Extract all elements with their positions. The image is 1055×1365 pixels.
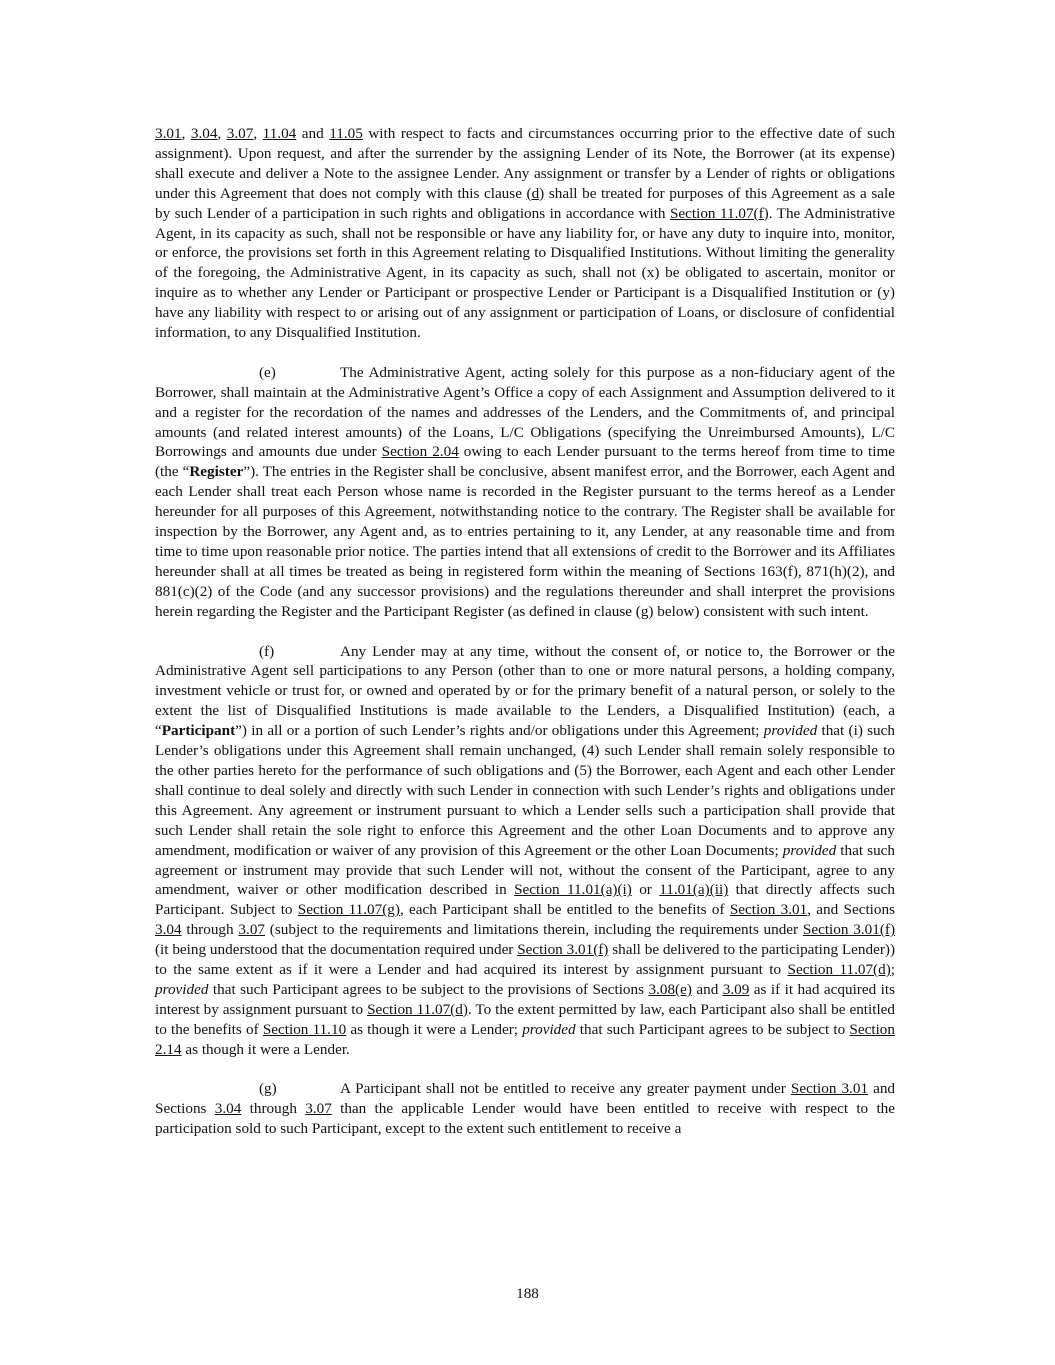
section-reference: Section 11.07(d) (787, 961, 891, 979)
section-reference: Section 11.10 (262, 1020, 347, 1038)
text-run: that such Participant agrees to be subject to the provisions of Sections (208, 980, 649, 998)
section-reference: 3.07 (238, 921, 265, 939)
section-reference: Section 11.07(d) (367, 1000, 468, 1018)
text-run: as though it were a Lender; (346, 1020, 523, 1038)
section-reference: Section 2.04 (381, 443, 459, 461)
text-run: ; (890, 961, 895, 979)
text-run: that such Participant agrees to be subject to (575, 1020, 850, 1038)
italic-term: provided (782, 841, 837, 859)
text-run: with respect to facts and circumstances occurring prior to the effective date of such assignment). Upon request, and after the surrender by the assigning Lender of its Note, the Borrower (at its expense) shall execute and deliver a Note to the assignee Lender. Any assignment or transfer by a Lender of rights or obligations under this Agreement that does not comply with this clause (155, 125, 896, 202)
document-body (155, 124, 895, 1139)
italic-term: provided (155, 980, 209, 998)
text-run: , (217, 125, 227, 142)
section-reference: 3.07 (305, 1100, 332, 1118)
paragraph-d-continuation (155, 124, 895, 343)
text-run: and (691, 980, 723, 998)
paragraph-e (155, 363, 895, 622)
text-run: A Participant shall not be entitled to receive any greater payment under (340, 1080, 791, 1098)
italic-term: provided (522, 1020, 576, 1038)
text-run: or (631, 881, 660, 899)
section-reference: Section 11.01(a)(i) (514, 881, 632, 899)
section-reference: Section 3.01(f) (517, 941, 609, 959)
text-run: . To the extent permitted by law, each Participant also shall be entitled to the benefits of (155, 1000, 896, 1038)
text-run: , (181, 125, 191, 142)
clause-label: (g) (259, 1080, 277, 1098)
text-run: that such agreement or instrument may provide that such Lender will not, without the consent of the Participant, agree to any amendment, waiver or other modification described in (155, 841, 895, 899)
section-reference: 3.09 (722, 980, 750, 998)
section-reference: (d) (526, 184, 545, 202)
page-number: 188 (516, 1285, 539, 1302)
clause-label: (e) (259, 363, 276, 381)
section-reference: 3.04 (190, 125, 218, 142)
text-run: shall be treated for purposes of this Agreement as a sale by such Lender of a participation in such rights and obligations in accordance with (155, 184, 896, 222)
text-run: and (296, 125, 330, 142)
section-reference: Section 11.07(g) (297, 901, 400, 919)
defined-term: Register (189, 463, 244, 481)
text-run: ”). The entries in the Register shall be conclusive, absent manifest error, and the Borrower, each Agent and each Lender shall treat each Person whose name is recorded in the Register pursuant to the terms hereof as a Lender hereunder for all purposes of this Agreement, notwithstanding notice to the contrary. The Register shall be available for inspection by the Borrower, any Agent and, as to entries pertaining to it, any Lender, at any reasonable time and from time to time upon reasonable prior notice. The parties intend that all extensions of credit to the Borrower and its Affiliates hereunder shall at all times be treated as being in registered form within the meaning of Sections 163(f), 871(h)(2), and 881(c)(2) of the Code (and any successor provisions) and the regulations thereunder and shall interpret the provisions herein regarding the Register and the Participant Register (as defined in clause (g) below) consistent with such intent. (155, 463, 895, 620)
clause-label: (f) (259, 642, 275, 660)
section-reference: 11.04 (262, 125, 297, 142)
text-run: than the applicable Lender would have been entitled to receive with respect to the participation sold to such Participant, except to the extent such entitlement to receive a (155, 1100, 896, 1138)
text-run: and Sections (155, 1080, 896, 1118)
section-reference: Section 2.14 (155, 1020, 895, 1058)
text-run: that directly affects such Participant. Subject to (155, 881, 895, 919)
text-run: The Administrative Agent, acting solely for this purpose as a non-fiduciary agent of the Borrower, shall maintain at the Administrative Agent’s Office a copy of each Assignment and Assumption delivered to it and a register for the recordation of the names and addresses of the Lenders, and the Commitments of, and principal amounts (and related interest amounts) of the Loans, L/C Obligations (specifying the Unreimbursed Amounts), L/C Borrowings and amounts due under (155, 363, 895, 461)
text-run: Any Lender may at any time, without the consent of, or notice to, the Borrower or the Administrative Agent sell participations to any Person (other than to one or more natural persons, a holding company, investment vehicle or trust for, or owned and operated by or for the primary benefit of a natural person, or solely to the extent the list of Disqualified Institutions is made available to the Lenders, a Disqualified Institution) (each, a “ (155, 642, 895, 740)
text-run: owing to each Lender pursuant to the terms hereof from time to time (the “ (155, 443, 895, 481)
text-run: as if it had acquired its interest by assignment pursuant to (155, 980, 895, 1018)
paragraph-f (155, 642, 895, 1060)
text-run: through (181, 921, 239, 939)
section-reference: Section 3.01 (790, 1080, 869, 1098)
text-run: through (241, 1100, 306, 1118)
text-run: (subject to the requirements and limitations therein, including the requirements under (265, 921, 803, 939)
section-reference: 3.04 (155, 921, 182, 939)
text-run: (it being understood that the documentation required under (155, 941, 518, 959)
text-run: , (253, 125, 263, 142)
section-reference: 3.04 (214, 1100, 242, 1118)
section-reference: Section 3.01 (729, 901, 808, 919)
italic-term: provided (763, 722, 818, 740)
text-run: ”) in all or a portion of such Lender’s rights and/or obligations under this Agreement; (235, 722, 764, 740)
section-reference: 3.01 (155, 125, 182, 142)
section-reference: 3.08(e) (648, 980, 692, 998)
paragraph-g (155, 1079, 895, 1139)
section-reference: Section 11.07(f) (669, 204, 769, 222)
section-reference: 11.01(a)(ii) (659, 881, 729, 899)
section-reference: 11.05 (329, 125, 363, 142)
text-run: . The Administrative Agent, in its capacity as such, shall not be responsible or have any liability for, or have any duty to inquire into, monitor, or enforce, the provisions set forth in this Agreement relating to Disqualified Institutions. Without limiting the generality of the foregoing, the Administrative Agent, in its capacity as such, shall not (x) be obligated to ascertain, monitor or inquire as to whether any Lender or Participant or prospective Lender or Participant is a Disqualified Institution or (y) have any liability with respect to or arising out of any assignment or participation of Loans, or disclosure of confidential information, to any Disqualified Institution. (155, 204, 895, 342)
section-reference: Section 3.01(f) (802, 921, 896, 939)
text-run: , and Sections (807, 901, 895, 919)
text-run: , each Participant shall be entitled to the benefits of (399, 901, 730, 919)
section-reference: 3.07 (226, 125, 254, 142)
defined-term: Participant (161, 722, 236, 740)
text-run: shall be delivered to the participating Lender)) to the same extent as if it were a Lender and had acquired its interest by assignment pursuant to (155, 941, 896, 979)
text-run: that (i) such Lender’s obligations under this Agreement shall remain unchanged, (4) such Lender shall remain solely responsible to the other parties hereto for the performance of such obligations and (5) the Borrower, each Agent and each other Lender shall continue to deal solely and directly with such Lender in connection with such Lender’s rights and obligations under this Agreement. Any agreement or instrument pursuant to which a Lender sells such a participation shall provide that such Lender shall retain the sole right to enforce this Agreement and the other Loan Documents and to approve any amendment, modification or waiver of any provision of this Agreement or the other Loan Documents; (155, 722, 895, 859)
text-run: as though it were a Lender. (181, 1040, 350, 1058)
